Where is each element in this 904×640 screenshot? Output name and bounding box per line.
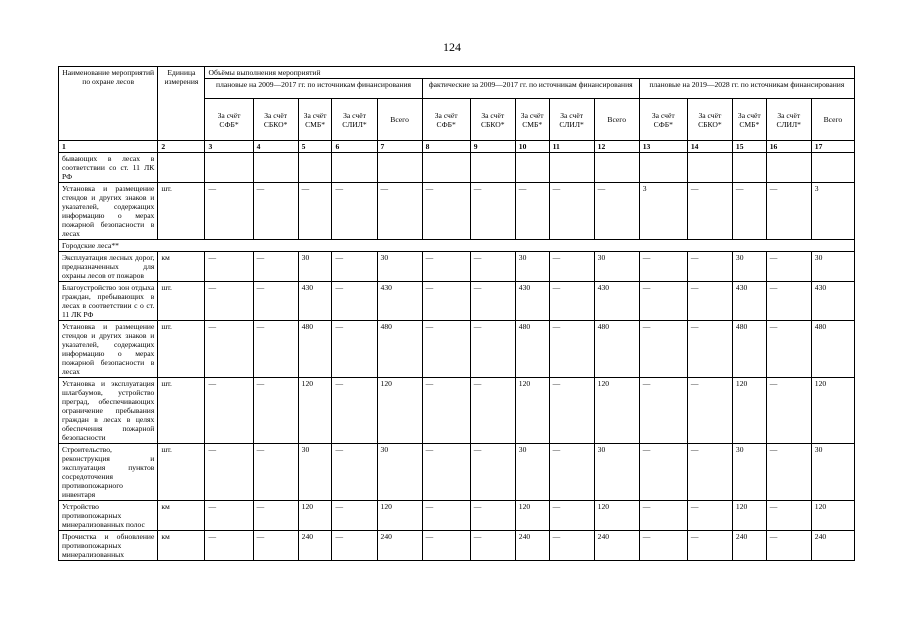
row-value: 120 (515, 378, 549, 444)
row-name: бывающих в лесах в соответствии со ст. 11 ЛК РФ (59, 153, 158, 183)
row-unit: шт. (158, 378, 205, 444)
column-number: 4 (253, 141, 298, 153)
column-number: 7 (377, 141, 422, 153)
header-source: Всего (594, 99, 639, 141)
row-value: — (594, 183, 639, 240)
row-value: — (470, 282, 515, 321)
row-value: 30 (732, 252, 766, 282)
header-source: За счёт СФБ* (639, 99, 687, 141)
row-value: — (332, 282, 377, 321)
row-unit: шт. (158, 282, 205, 321)
row-value: — (470, 531, 515, 561)
row-value: — (766, 531, 811, 561)
column-number: 5 (298, 141, 332, 153)
row-unit: шт. (158, 321, 205, 378)
row-value: 30 (811, 252, 854, 282)
header-source: За счёт СБКО* (687, 99, 732, 141)
row-value: — (732, 183, 766, 240)
row-value: 120 (298, 501, 332, 531)
row-value (687, 153, 732, 183)
row-value: — (549, 501, 594, 531)
row-value: — (639, 531, 687, 561)
header-source: За счёт СФБ* (205, 99, 253, 141)
row-value: — (205, 183, 253, 240)
row-value: 120 (811, 501, 854, 531)
header-name: Наименование мероприятий по охране лесов (59, 67, 158, 141)
table-row (59, 282, 855, 321)
row-value: 240 (298, 531, 332, 561)
row-value (732, 153, 766, 183)
row-value: 480 (594, 321, 639, 378)
row-unit: км (158, 501, 205, 531)
row-value: 30 (377, 252, 422, 282)
table-row (59, 321, 855, 378)
row-name: Строительство, реконструкция и эксплуатация пунктов сосредоточения противопожарного инвентаря (59, 444, 158, 501)
row-value: — (766, 252, 811, 282)
row-unit: шт. (158, 444, 205, 501)
row-value: 480 (377, 321, 422, 378)
row-value: — (470, 321, 515, 378)
header-source: За счёт СБКО* (470, 99, 515, 141)
row-value: — (205, 252, 253, 282)
row-value: 480 (732, 321, 766, 378)
row-value: — (205, 282, 253, 321)
row-value: — (422, 183, 470, 240)
row-value: 30 (594, 252, 639, 282)
row-value: — (639, 282, 687, 321)
row-value: — (549, 183, 594, 240)
row-value: — (766, 321, 811, 378)
row-value: — (687, 183, 732, 240)
row-value: — (687, 321, 732, 378)
table-row (59, 444, 855, 501)
column-number: 6 (332, 141, 377, 153)
forest-protection-table (58, 66, 855, 561)
row-value (639, 153, 687, 183)
row-value: — (332, 183, 377, 240)
row-value: — (687, 501, 732, 531)
row-value: 30 (515, 252, 549, 282)
row-value: — (639, 378, 687, 444)
row-value: 480 (515, 321, 549, 378)
row-unit (158, 153, 205, 183)
row-value: 430 (594, 282, 639, 321)
row-value: — (332, 321, 377, 378)
row-value: 120 (594, 501, 639, 531)
row-value: — (253, 501, 298, 531)
row-value: — (549, 252, 594, 282)
row-value: 3 (811, 183, 854, 240)
row-value: — (687, 531, 732, 561)
column-number: 12 (594, 141, 639, 153)
column-number: 3 (205, 141, 253, 153)
row-value: — (639, 444, 687, 501)
header-source: За счёт СБКО* (253, 99, 298, 141)
column-number: 1 (59, 141, 158, 153)
row-value: 120 (732, 378, 766, 444)
row-value: — (766, 501, 811, 531)
header-source: За счёт СМБ* (732, 99, 766, 141)
column-number: 2 (158, 141, 205, 153)
row-value: 30 (298, 252, 332, 282)
page-number: 124 (443, 40, 461, 54)
section-row (59, 240, 855, 252)
row-value: 240 (811, 531, 854, 561)
row-value (332, 153, 377, 183)
section-title: Городские леса** (59, 240, 855, 252)
row-value: — (766, 183, 811, 240)
row-value: — (253, 252, 298, 282)
column-number: 16 (766, 141, 811, 153)
row-value (298, 153, 332, 183)
column-number: 17 (811, 141, 854, 153)
row-value: — (549, 282, 594, 321)
column-number: 14 (687, 141, 732, 153)
row-value: 480 (811, 321, 854, 378)
row-value: — (422, 321, 470, 378)
row-value: 120 (594, 378, 639, 444)
row-value: — (470, 444, 515, 501)
row-value: 430 (811, 282, 854, 321)
row-value: 120 (811, 378, 854, 444)
header-source: За счёт СЛИЛ* (549, 99, 594, 141)
row-value: — (470, 183, 515, 240)
row-value: 430 (298, 282, 332, 321)
row-value: 240 (377, 531, 422, 561)
row-value: 430 (515, 282, 549, 321)
row-value: 120 (377, 378, 422, 444)
row-value: 30 (594, 444, 639, 501)
row-value (422, 153, 470, 183)
row-unit: км (158, 531, 205, 561)
row-value: — (332, 531, 377, 561)
column-number: 8 (422, 141, 470, 153)
row-value: — (422, 282, 470, 321)
row-value: 120 (515, 501, 549, 531)
row-value: — (205, 444, 253, 501)
row-value (205, 153, 253, 183)
row-value: — (422, 531, 470, 561)
header-source: За счёт СЛИЛ* (766, 99, 811, 141)
header-unit: Единица измерения (158, 67, 205, 141)
row-value: 120 (298, 378, 332, 444)
row-value (811, 153, 854, 183)
row-value: 480 (298, 321, 332, 378)
row-value: — (470, 501, 515, 531)
row-value: 430 (732, 282, 766, 321)
header-group: плановые на 2009—2017 гг. по источникам финансирования (205, 79, 422, 99)
row-value: — (687, 444, 732, 501)
column-number: 10 (515, 141, 549, 153)
row-unit: шт. (158, 183, 205, 240)
row-value: 30 (811, 444, 854, 501)
row-value: 120 (377, 501, 422, 531)
row-value: 3 (639, 183, 687, 240)
row-value: — (422, 501, 470, 531)
row-name: Установка и эксплуатация шлагбаумов, устройство преград, обеспечивающих ограничение пребывания граждан в лесах в целях обеспечения пожарной безопасности (59, 378, 158, 444)
row-value: — (639, 321, 687, 378)
row-value: — (422, 252, 470, 282)
row-value (377, 153, 422, 183)
row-value: — (332, 252, 377, 282)
header-source: За счёт СМБ* (298, 99, 332, 141)
row-value: — (205, 321, 253, 378)
row-value: — (470, 252, 515, 282)
row-value: — (253, 444, 298, 501)
row-value: 240 (594, 531, 639, 561)
row-value: — (205, 531, 253, 561)
row-value: — (253, 531, 298, 561)
row-value: — (515, 183, 549, 240)
row-value: 240 (515, 531, 549, 561)
row-value: — (422, 444, 470, 501)
header-source: За счёт СМБ* (515, 99, 549, 141)
column-number: 11 (549, 141, 594, 153)
row-value (549, 153, 594, 183)
row-value (470, 153, 515, 183)
header-volumes: Объёмы выполнения мероприятий (205, 67, 855, 79)
row-name: Прочистка и обновление противопожарных минерализованных (59, 531, 158, 561)
row-value: — (332, 444, 377, 501)
row-value: — (766, 444, 811, 501)
row-value (594, 153, 639, 183)
row-value: — (205, 501, 253, 531)
row-name: Установка и размещение стендов и других знаков и указателей, содержащих информацию о мерах пожарной безопасности в лесах (59, 183, 158, 240)
table-row (59, 378, 855, 444)
row-value: 120 (732, 501, 766, 531)
row-name: Благоустройство зон отдыха граждан, пребывающих в лесах в соответствии с о ст. 11 ЛК РФ (59, 282, 158, 321)
row-value: — (687, 252, 732, 282)
row-value (253, 153, 298, 183)
row-value: — (549, 321, 594, 378)
header-source: За счёт СФБ* (422, 99, 470, 141)
row-value: 430 (377, 282, 422, 321)
row-value: — (298, 183, 332, 240)
row-name: Установка и размещение стендов и других знаков и указателей, содержащих информацию о мерах пожарной безопасности в лесах (59, 321, 158, 378)
row-value: — (205, 378, 253, 444)
row-value: 30 (298, 444, 332, 501)
row-value: 30 (377, 444, 422, 501)
row-value: — (687, 282, 732, 321)
row-value: — (766, 282, 811, 321)
table-row (59, 183, 855, 240)
row-value (766, 153, 811, 183)
row-value: — (687, 378, 732, 444)
column-number: 9 (470, 141, 515, 153)
row-value: — (766, 378, 811, 444)
row-value (515, 153, 549, 183)
row-value: — (549, 378, 594, 444)
row-value: — (253, 183, 298, 240)
row-value: 30 (515, 444, 549, 501)
header-group: фактические за 2009—2017 гг. по источникам финансирования (422, 79, 639, 99)
row-value: — (332, 501, 377, 531)
header-source: Всего (377, 99, 422, 141)
row-value: — (639, 501, 687, 531)
header-group: плановые на 2019—2028 гг. по источникам финансирования (639, 79, 854, 99)
row-value: — (332, 378, 377, 444)
row-value: — (549, 444, 594, 501)
row-unit: км (158, 252, 205, 282)
table-row (59, 153, 855, 183)
column-number: 15 (732, 141, 766, 153)
column-number: 13 (639, 141, 687, 153)
row-value: — (470, 378, 515, 444)
row-value: — (253, 321, 298, 378)
header-source: Всего (811, 99, 854, 141)
row-value: — (377, 183, 422, 240)
table-row (59, 531, 855, 561)
table-row (59, 252, 855, 282)
header-source: За счёт СЛИЛ* (332, 99, 377, 141)
table-row (59, 501, 855, 531)
row-value: — (253, 282, 298, 321)
row-value: — (639, 252, 687, 282)
row-value: — (549, 531, 594, 561)
row-name: Эксплуатация лесных дорог, предназначенных для охраны лесов от пожаров (59, 252, 158, 282)
row-name: Устройство противопожарных минерализованных полос (59, 501, 158, 531)
row-value: 240 (732, 531, 766, 561)
row-value: — (422, 378, 470, 444)
row-value: — (253, 378, 298, 444)
row-value: 30 (732, 444, 766, 501)
